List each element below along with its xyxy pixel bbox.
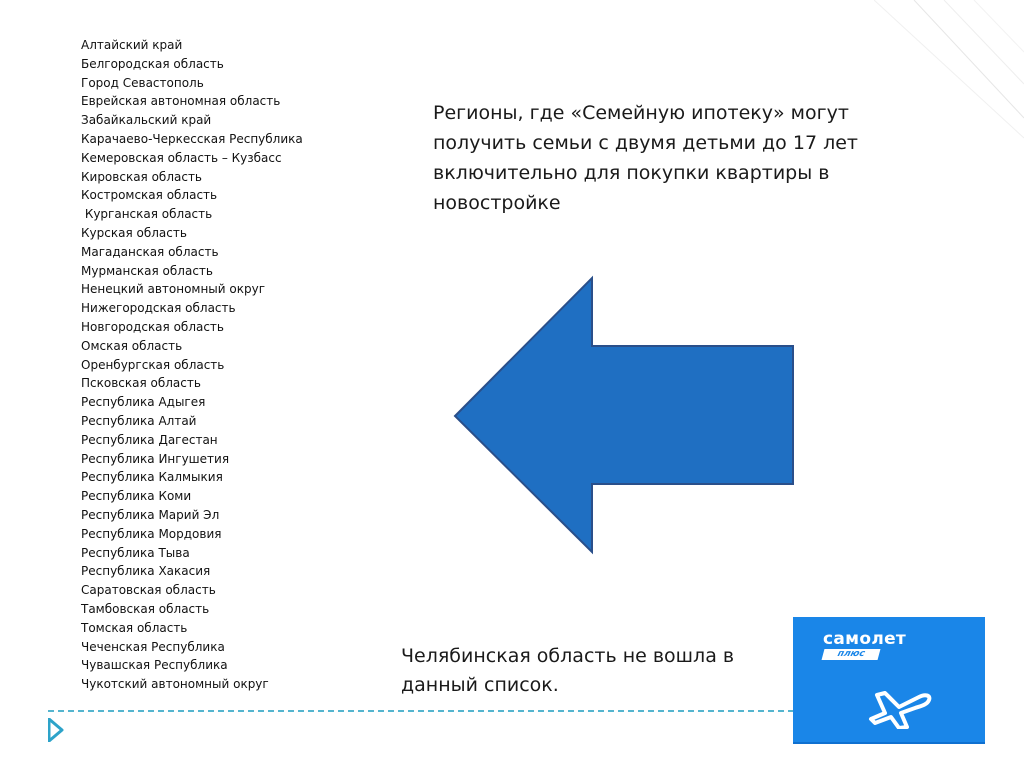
region-item: Чеченская Республика	[81, 639, 225, 654]
region-item: Республика Адыгея	[81, 395, 206, 410]
region-item: Республика Дагестан	[81, 432, 218, 447]
logo-word: самолет	[823, 629, 907, 649]
region-item: Тамбовская область	[81, 601, 210, 616]
region-item: Томская область	[81, 620, 188, 635]
region-item: Псковская область	[81, 376, 201, 391]
play-triangle-icon	[48, 718, 64, 742]
region-item: Костромская область	[81, 188, 218, 203]
samolet-plus-logo	[793, 617, 985, 744]
region-item: Мурманская область	[81, 263, 213, 278]
region-item: Республика Коми	[81, 489, 192, 504]
region-item: Республика Ингушетия	[81, 451, 230, 466]
region-list	[81, 36, 303, 694]
region-item: Оренбургская область	[81, 357, 225, 372]
region-item: Омская область	[81, 338, 183, 353]
region-item: Ненецкий автономный округ	[81, 282, 266, 297]
region-item: Республика Хакасия	[81, 564, 211, 579]
region-item: Еврейская автономная область	[81, 94, 281, 109]
region-item: Республика Мордовия	[81, 526, 222, 541]
region-item: Республика Марий Эл	[81, 507, 220, 522]
region-item: Карачаево-Черкесская Республика	[81, 131, 303, 146]
region-item: Нижегородская область	[81, 301, 236, 316]
region-item: Белгородская область	[81, 56, 224, 71]
region-item: Алтайский край	[81, 38, 183, 52]
region-item: Забайкальский край	[81, 113, 212, 128]
region-item: Республика Тыва	[81, 545, 190, 560]
region-item: Республика Алтай	[81, 413, 197, 428]
divider-line	[48, 710, 794, 712]
region-item: Новгородская область	[81, 319, 224, 334]
region-item: Чукотский автономный округ	[81, 677, 269, 692]
region-item: Саратовская область	[81, 583, 216, 598]
left-arrow-icon	[450, 274, 802, 558]
exclusion-note: Челябинская область не вошла в данный список.	[401, 645, 735, 696]
headline: Регионы, где «Семейную ипотеку» могут получить семьи с двумя детьми до 17 лет включительно для покупки квартиры в новостройке	[433, 102, 858, 214]
region-item: Город Севастополь	[81, 75, 204, 90]
region-item: Республика Калмыкия	[81, 470, 223, 485]
region-item: Магаданская область	[81, 244, 219, 259]
region-item: Кемеровская область – Кузбасс	[81, 150, 282, 165]
region-item: Чувашская Республика	[81, 658, 228, 673]
logo-tag: плюс	[822, 649, 881, 660]
region-item: Курганская область	[81, 207, 213, 222]
region-item: Кировская область	[81, 169, 203, 184]
airplane-icon	[863, 675, 935, 729]
region-item: Курская область	[81, 225, 187, 240]
